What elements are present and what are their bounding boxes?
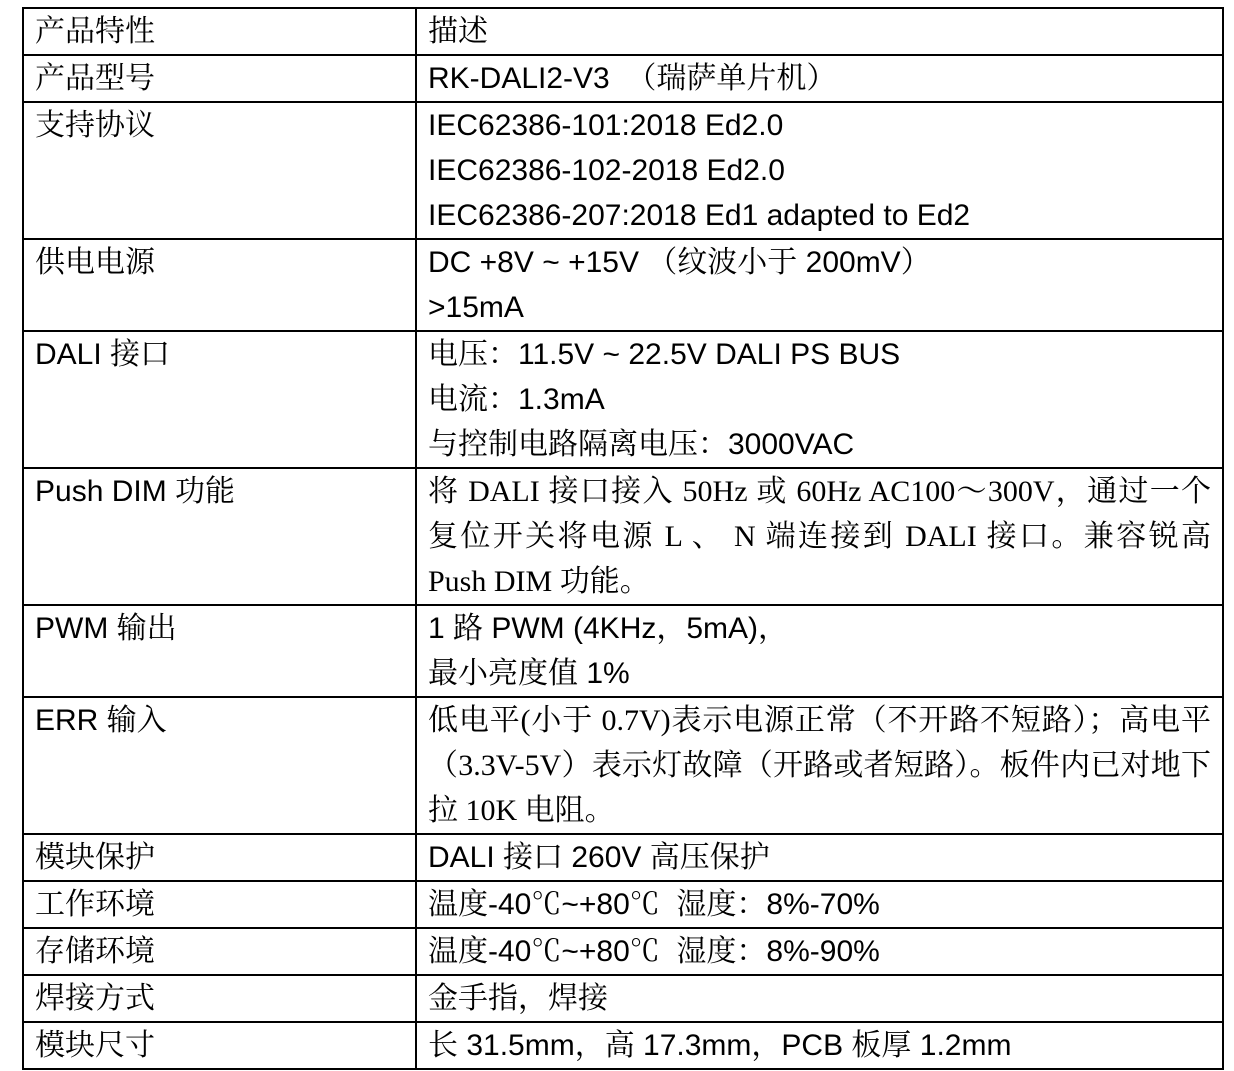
spec-table [22,7,1224,1070]
description-line: >15mA [428,291,524,324]
description-line: 金手指，焊接 [428,982,608,1015]
table-row-product-model [23,55,1223,102]
table-row-power-supply [23,239,1223,331]
description-line: IEC62386-102-2018 Ed2.0 [428,154,785,187]
feature-cell: 模块保护 [23,834,416,881]
table-row-storage-environment [23,928,1223,975]
feature-cell: 支持协议 [23,102,416,239]
description-cell [416,468,1223,605]
description-cell [416,55,1223,102]
description-line: 电流：1.3mA [428,383,605,416]
feature-cell: DALI 接口 [23,331,416,468]
feature-cell: PWM 输出 [23,605,416,697]
header-feature-cell: 产品特性 [23,8,416,55]
table-row-err-input [23,697,1223,834]
description-cell [416,331,1223,468]
feature-cell: 存储环境 [23,928,416,975]
description-cell [416,834,1223,881]
description-line: DC +8V ~ +15V （纹波小于 200mV） [428,246,931,279]
feature-cell: 模块尺寸 [23,1022,416,1069]
table-row-module-protection [23,834,1223,881]
feature-cell: 焊接方式 [23,975,416,1022]
feature-cell: 产品型号 [23,55,416,102]
description-line: 描述 [428,15,488,48]
description-line: IEC62386-207:2018 Ed1 adapted to Ed2 [428,199,971,232]
description-cell [416,928,1223,975]
description-cell [416,239,1223,331]
description-line: 长 31.5mm，高 17.3mm，PCB 板厚 1.2mm [428,1029,1012,1062]
feature-cell: 工作环境 [23,881,416,928]
table-row-protocols [23,102,1223,239]
description-line: 温度-40℃~+80℃ 湿度：8%-70% [428,888,880,921]
description-line: 最小亮度值 1% [428,657,630,690]
description-line: 1 路 PWM (4KHz，5mA)， [428,612,789,645]
description-cell [416,881,1223,928]
description-cell [416,605,1223,697]
header-description-cell [416,8,1223,55]
description-line: 与控制电路隔离电压：3000VAC [428,428,855,461]
description-line: 温度-40℃~+80℃ 湿度：8%-90% [428,935,880,968]
table-header-row [23,8,1223,55]
feature-cell: Push DIM 功能 [23,468,416,605]
description-cell [416,1022,1223,1069]
description-line: 低电平(小于 0.7V)表示电源正常（不开路不短路）；高电平（3.3V-5V）表示灯故障（开路或者短路）。板件内已对地下拉 10K 电阻。 [428,704,1211,827]
table-row-dali-interface [23,331,1223,468]
description-line: RK-DALI2-V3 （瑞萨单片机） [428,62,837,95]
table-row-module-dimensions [23,1022,1223,1069]
description-line: 将 DALI 接口接入 50Hz 或 60Hz AC100～300V，通过一个复位开关将电源 L 、 N 端连接到 DALI 接口。兼容锐高 Push DIM 功能。 [428,475,1211,598]
description-line: 电压：11.5V ~ 22.5V DALI PS BUS [428,338,901,371]
table-row-operating-environment [23,881,1223,928]
feature-cell: ERR 输入 [23,697,416,834]
description-cell [416,975,1223,1022]
description-cell [416,102,1223,239]
description-cell [416,697,1223,834]
description-line: IEC62386-101:2018 Ed2.0 [428,109,784,142]
feature-cell: 供电电源 [23,239,416,331]
description-line: DALI 接口 260V 高压保护 [428,841,770,874]
table-row-pwm-output [23,605,1223,697]
table-row-push-dim [23,468,1223,605]
table-row-soldering-method [23,975,1223,1022]
